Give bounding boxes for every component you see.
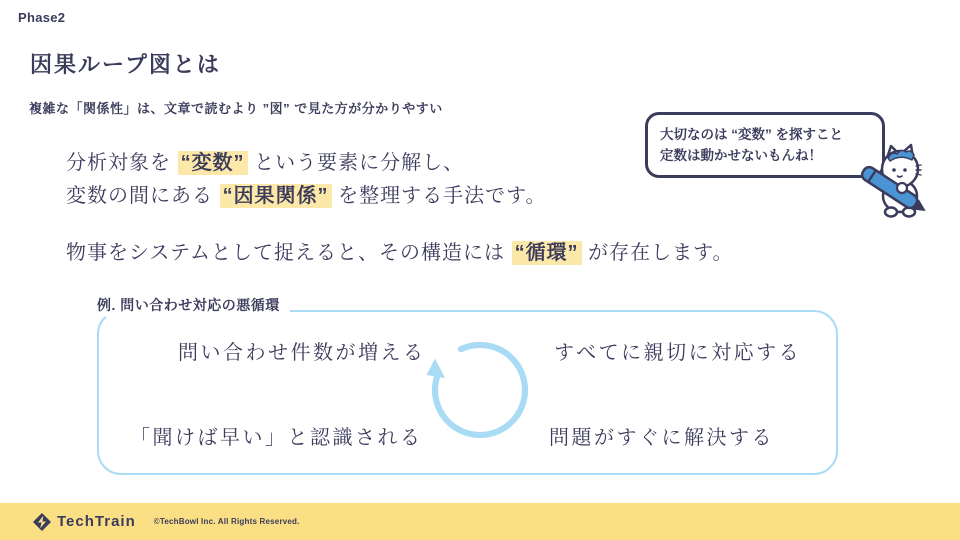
highlight-inga-kankei: “因果関係” [220,184,332,208]
slide-subtitle: 複雑な「関係性」は、文章で読むより ”図” で見た方が分かりやすい [29,101,443,116]
page-title: 因果ループ図とは [30,52,221,77]
techtrain-logo-icon [33,513,51,531]
example-item-bottom-left: 「聞けば早い」と認識される [130,427,423,449]
callout-bubble [645,112,885,178]
body-line-2-post: を整理する手法です。 [331,185,547,207]
footer-bar [0,503,960,540]
body-line-3-pre: 物事をシステムとして捉えると、その構造には [66,242,512,264]
highlight-hensu: “変数” [178,151,248,175]
callout-line-1: 大切なのは “変数” を探すこと [660,127,844,142]
body-line-1-pre: 分析対象を [66,152,178,174]
body-line-3 [66,236,734,265]
body-line-2 [66,179,547,208]
example-item-bottom-right: 問題がすぐに解決する [549,427,774,449]
cat-mascot-icon [853,136,945,222]
example-label: 例. 問い合わせ対応の悪循環 [95,295,290,317]
copyright-text: ©TechBowl Inc. All Rights Reserved. [153,517,300,526]
example-item-top-left: 問い合わせ件数が増える [178,342,426,364]
example-item-top-right: すべてに親切に対応する [554,342,802,364]
highlight-junkan: “循環” [512,241,582,265]
body-line-1 [66,146,464,175]
loop-arrow-icon [426,336,534,449]
body-line-3-post: が存在します。 [581,242,734,264]
cat-mascot-illustration [853,136,945,227]
body-line-2-pre: 変数の間にある [66,185,220,207]
techtrain-logo-text: TechTrain [57,513,136,530]
callout-line-2: 定数は動かせないもんね！ [660,148,822,163]
body-line-1-post: という要素に分解し、 [247,152,465,174]
phase-label: Phase2 [18,10,66,25]
circular-arrow-icon [426,336,534,444]
